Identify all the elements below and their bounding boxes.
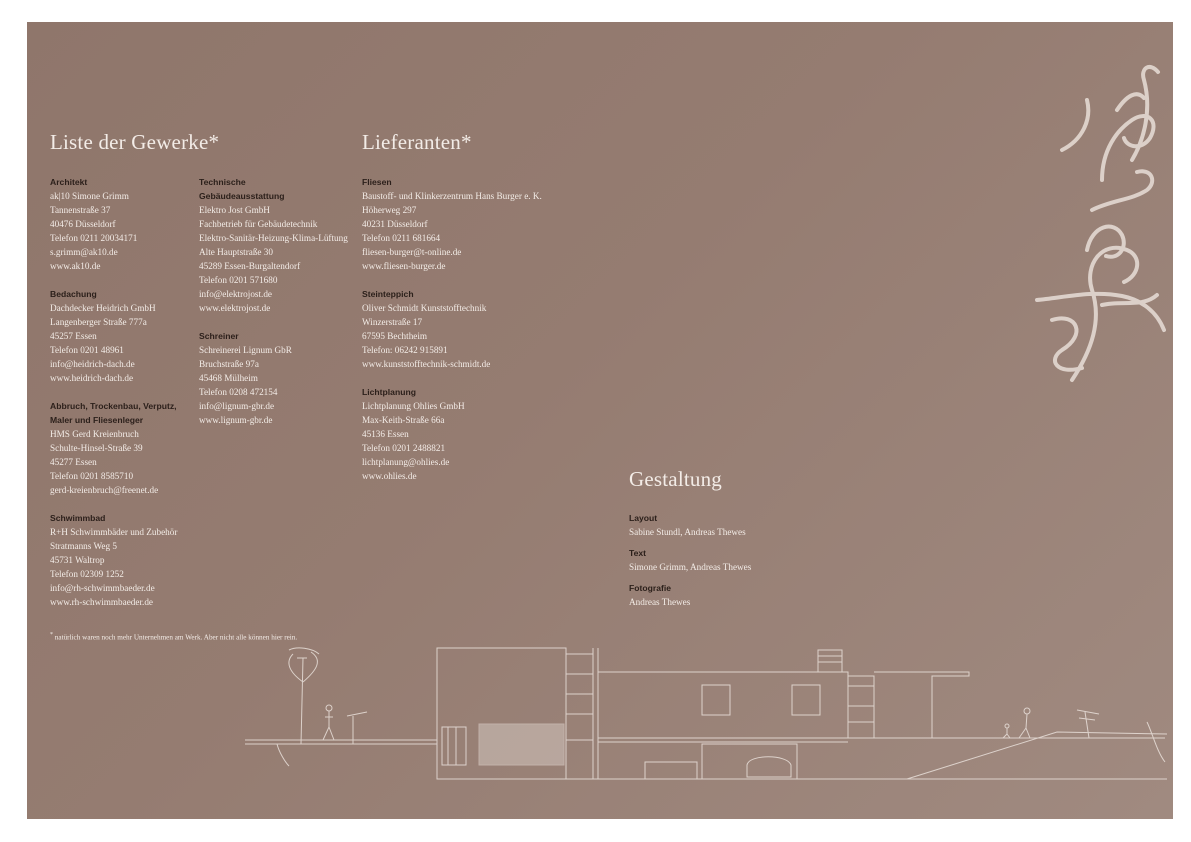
brochure-page [27,22,1173,819]
block-line: 45136 Essen [362,429,409,439]
block-line: Telefon: 06242 915891 [362,345,448,355]
block-line: Langenberger Straße 777a [50,317,147,327]
footnote-text: natürlich waren noch mehr Unternehmen am Werk. Aber nicht alle können hier rein. [53,633,298,642]
footnote-mark: * [50,632,53,638]
block-line: 45468 Mülheim [199,373,258,383]
block-line: Oliver Schmidt Kunststofftechnik [362,303,487,313]
block-line: Telefon 0201 571680 [199,275,278,285]
block-line: 45257 Essen [50,331,97,341]
block-line: Andreas Thewes [629,597,691,607]
block-line: Dachdecker Heidrich GmbH [50,303,156,313]
block-title: Bedachung [50,289,97,299]
block-line: www.lignum-gbr.de [199,415,273,425]
block-line: www.ak10.de [50,261,101,271]
block-line: Elektro Jost GmbH [199,205,270,215]
gestaltung-heading: Gestaltung [629,467,722,491]
block-line: 67595 Bechtheim [362,331,428,341]
block-title: Schwimmbad [50,513,106,523]
block-line: www.kunststofftechnik-schmidt.de [362,359,491,369]
block-title: Fotografie [629,583,672,593]
block-title: Architekt [50,177,88,187]
block-line: Tannenstraße 37 [50,205,111,215]
block-line: Telefon 0211 20034171 [50,233,138,243]
block-line: Winzerstraße 17 [362,317,423,327]
block-line: 45277 Essen [50,457,97,467]
block-line: Telefon 0201 48961 [50,345,124,355]
block-line: info@rh-schwimmbaeder.de [50,583,155,593]
block-title: Fliesen [362,177,392,187]
block-line: 40231 Düsseldorf [362,219,428,229]
block-title: Abbruch, Trockenbau, Verputz, Maler und Fliesenleger [50,401,177,425]
lieferanten-heading: Lieferanten* [362,130,472,154]
block-line: info@lignum-gbr.de [199,401,275,411]
block-title: Lichtplanung [362,387,416,397]
block-title: Schreiner [199,331,239,341]
block-line: Fachbetrieb für Gebäudetechnik [199,219,318,229]
block-line: Elektro-Sanitär-Heizung-Klima-Lüftung [199,233,348,243]
block-line: Lichtplanung Ohlies GmbH [362,401,465,411]
block-line: www.fliesen-burger.de [362,261,446,271]
block-line: Simone Grimm, Andreas Thewes [629,562,752,572]
block-line: Max-Keith-Straße 66a [362,415,445,425]
block-line: Baustoff- und Klinkerzentrum Hans Burger e. K. [362,191,542,201]
block-line: Telefon 02309 1252 [50,569,124,579]
block-line: Stratmanns Weg 5 [50,541,117,551]
block-line: Telefon 0211 681664 [362,233,441,243]
block-title: Technische Gebäudeausstattung [199,177,285,201]
block-line: fliesen-burger@t-online.de [362,247,462,257]
block-line: Sabine Stundl, Andreas Thewes [629,527,746,537]
block-line: www.rh-schwimmbaeder.de [50,597,153,607]
block-line: info@heidrich-dach.de [50,359,135,369]
house-elevation-sketch [27,22,1173,819]
block-line: www.elektrojost.de [199,303,271,313]
block-line: www.heidrich-dach.de [50,373,134,383]
block-title: Text [629,548,647,558]
block-title: Steinteppich [362,289,414,299]
block-line: lichtplanung@ohlies.de [362,457,450,467]
block-line: gerd-kreienbruch@freenet.de [50,485,159,495]
gewerke-heading: Liste der Gewerke* [50,130,220,154]
block-line: Telefon 0201 2488821 [362,443,446,453]
block-line: 45731 Waltrop [50,555,105,565]
block-line: info@elektrojost.de [199,289,273,299]
block-title: Layout [629,513,658,523]
block-line: Alte Hauptstraße 30 [199,247,273,257]
block-line: HMS Gerd Kreienbruch [50,429,139,439]
block-line: Bruchstraße 97a [199,359,259,369]
block-line: Schreinerei Lignum GbR [199,345,292,355]
block-line: Telefon 0208 472154 [199,387,278,397]
block-line: s.grimm@ak10.de [50,247,118,257]
block-line: Telefon 0201 8585710 [50,471,134,481]
block-line: 45289 Essen-Burgaltendorf [199,261,301,271]
block-line: ak|10 Simone Grimm [50,191,129,201]
block-line: Höherweg 297 [362,205,417,215]
block-line: 40476 Düsseldorf [50,219,116,229]
block-line: R+H Schwimmbäder und Zubehör [50,527,178,537]
block-line: Schulte-Hinsel-Straße 39 [50,443,143,453]
block-line: www.ohlies.de [362,471,417,481]
